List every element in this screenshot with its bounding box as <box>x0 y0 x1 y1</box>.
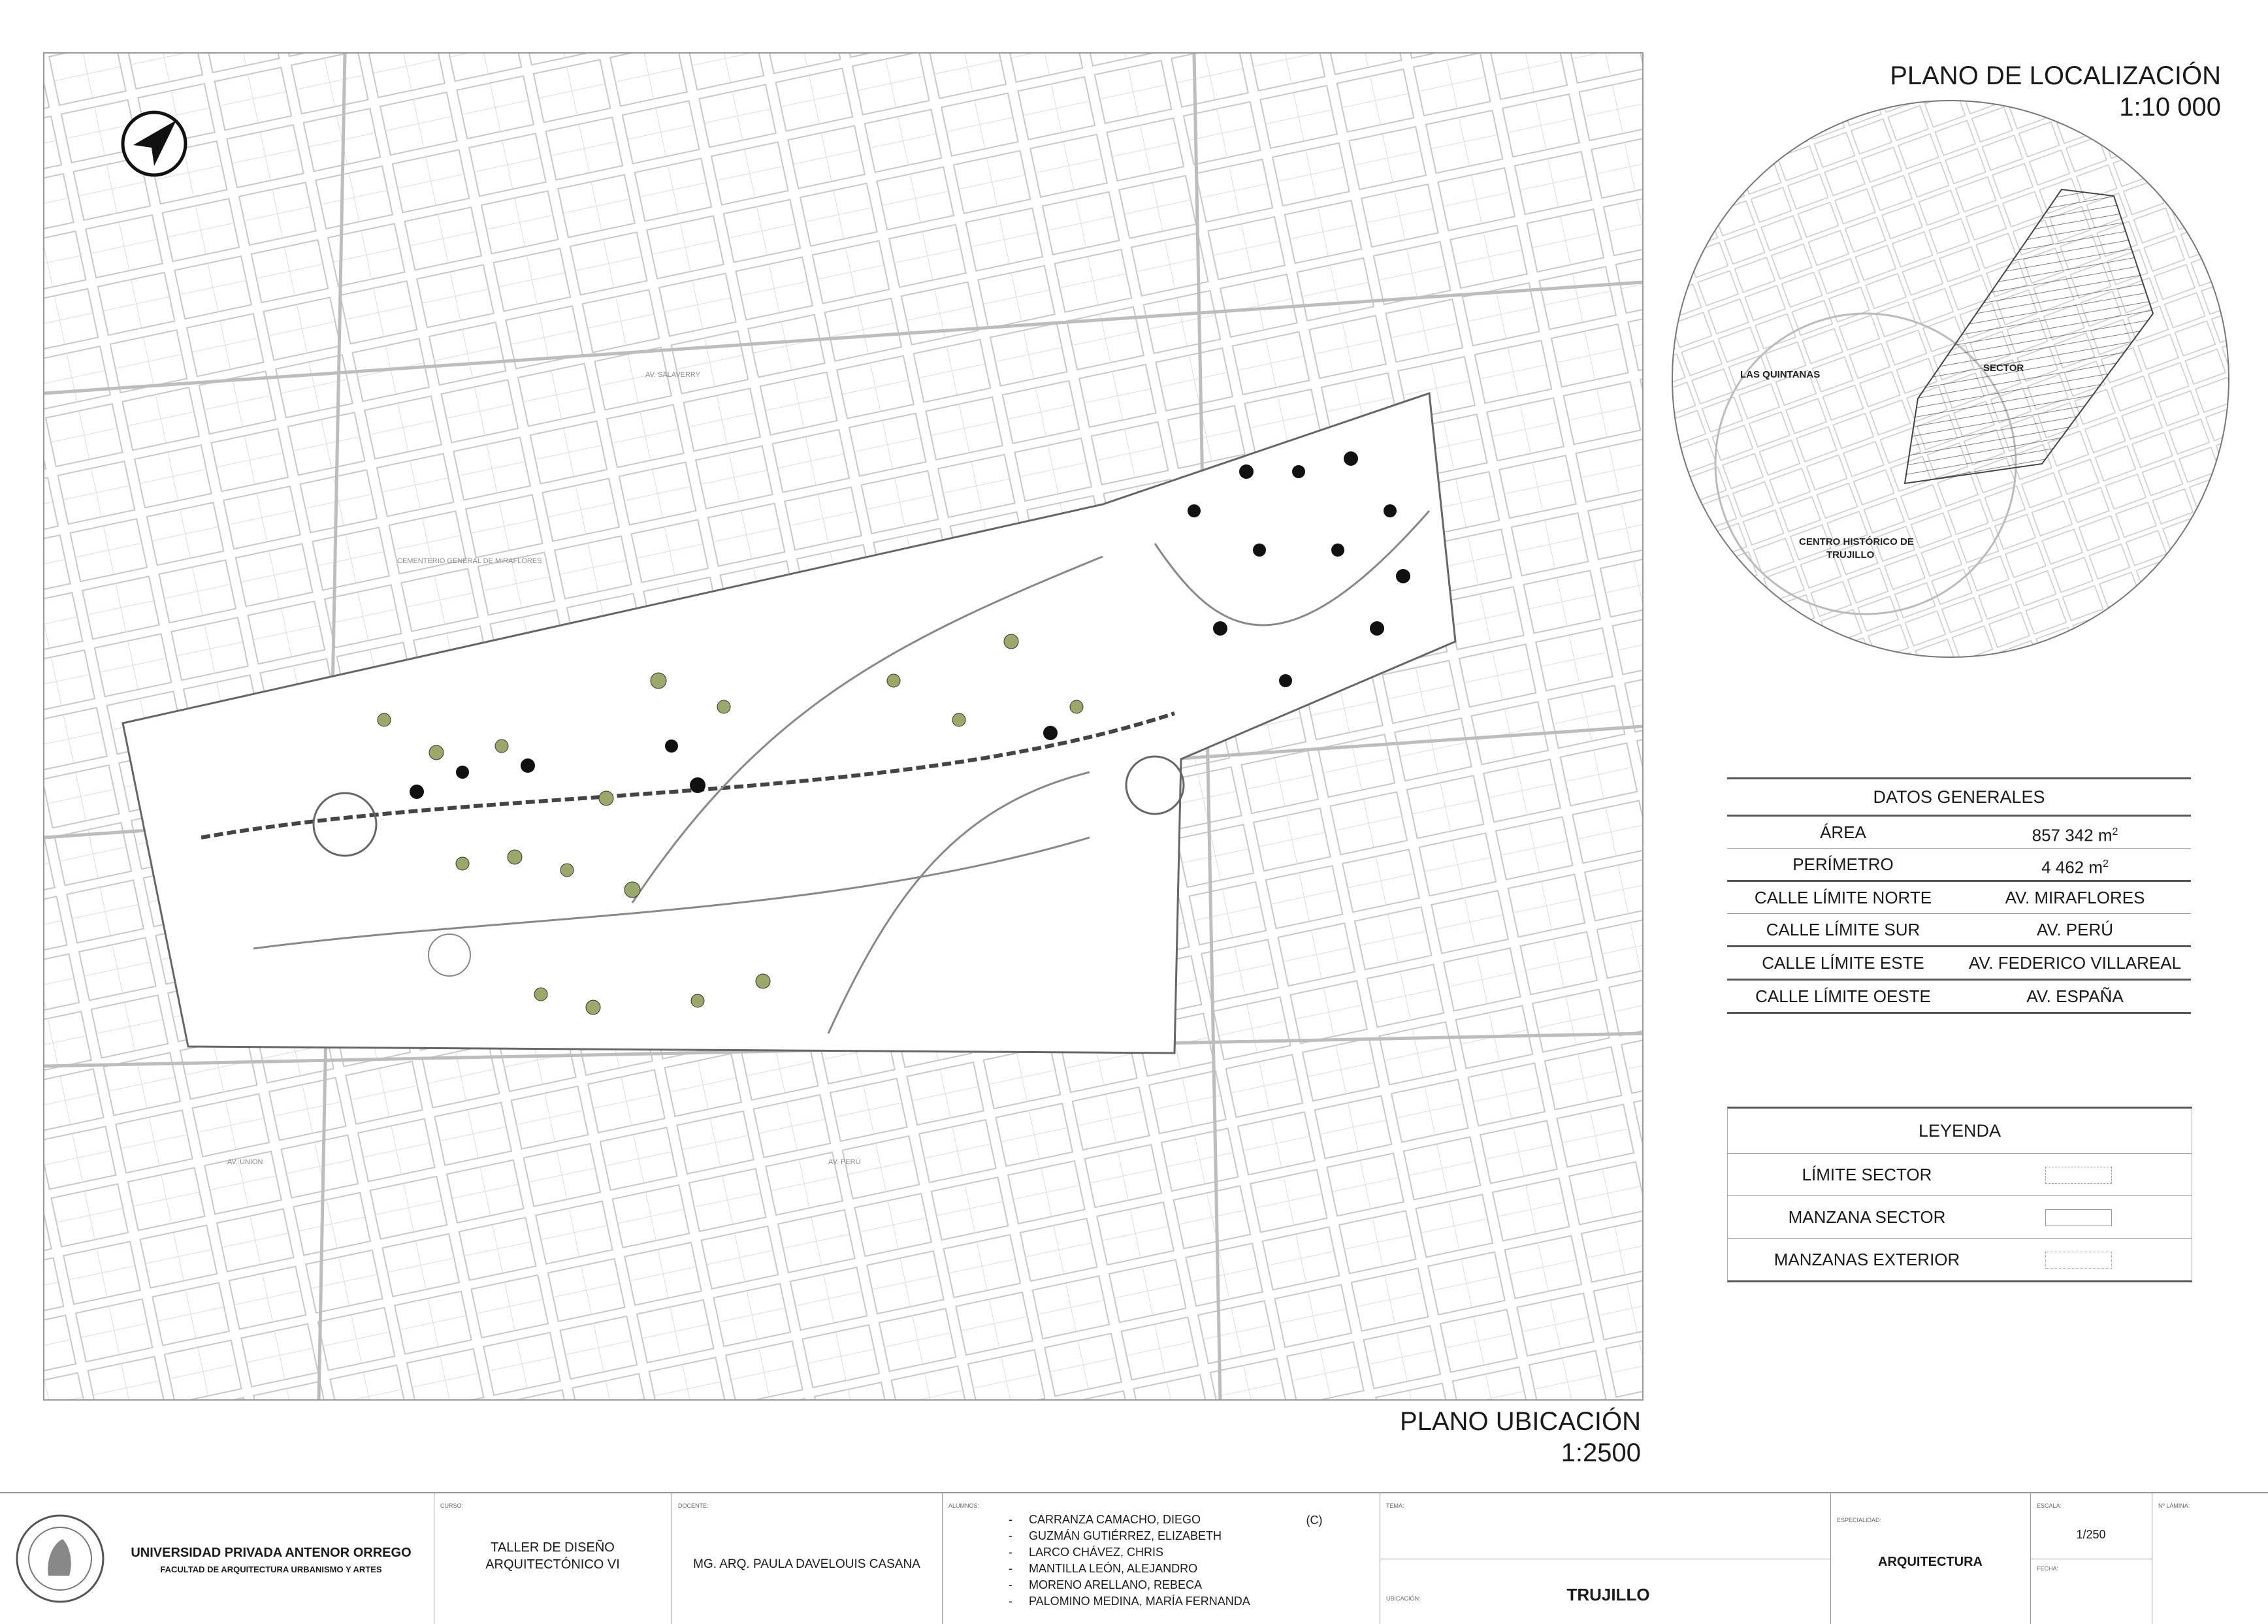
curso-cell <box>434 1493 672 1624</box>
ubicacion-value: TRUJILLO <box>1566 1585 1650 1604</box>
alumnos-mark: (C) <box>1306 1514 1323 1527</box>
legend-label: MANZANA SECTOR <box>1788 1207 1946 1227</box>
row-value: AV. PERÚ <box>2036 920 2114 939</box>
docente-cell <box>672 1493 943 1624</box>
row-label: CALLE LÍMITE SUR <box>1766 920 1920 939</box>
legend-row <box>1728 1153 2192 1195</box>
table-row <box>1727 817 2191 849</box>
curso-line1: TALLER DE DISEÑO <box>491 1540 615 1555</box>
main-plan-title-text: PLANO UBICACIÓN <box>1400 1407 1641 1436</box>
location-plan-title-text: PLANO DE LOCALIZACIÓN <box>1890 61 2221 90</box>
table-row <box>1727 849 2191 882</box>
site-plan-map <box>43 52 1644 1401</box>
street-label: AV. UNION <box>227 1158 263 1166</box>
escala-tag: ESCALA: <box>2037 1502 2062 1509</box>
university-seal-icon <box>14 1513 106 1604</box>
row-label: PERÍMETRO <box>1792 854 1894 874</box>
university-cell <box>0 1493 434 1624</box>
list-item: - LARCO CHÁVEZ, CHRIS <box>1009 1546 1164 1559</box>
especialidad-value: ARQUITECTURA <box>1878 1555 1983 1569</box>
row-label: CALLE LÍMITE ESTE <box>1762 953 1924 973</box>
location-plan-map <box>1670 98 2231 660</box>
main-plan-title <box>1241 1406 1641 1469</box>
leyenda-heading: LEYENDA <box>1918 1121 2001 1141</box>
especialidad-tag: ESPECIALIDAD: <box>1837 1517 1882 1523</box>
university-name: UNIVERSIDAD PRIVADA ANTENOR ORREGO <box>131 1546 412 1560</box>
curso-line2: ARQUITECTÓNICO VI <box>485 1557 620 1572</box>
tema-ubicacion-cell <box>1380 1493 1831 1624</box>
list-item: - PALOMINO MEDINA, MARÍA FERNANDA <box>1009 1595 1250 1608</box>
table-row <box>1727 947 2191 981</box>
row-label: CALLE LÍMITE OESTE <box>1755 986 1931 1006</box>
especialidad-cell <box>1830 1493 2031 1624</box>
list-item: - MANTILLA LEÓN, ALEJANDRO <box>1009 1562 1198 1575</box>
list-item: - MORENO ARELLANO, REBECA <box>1009 1578 1203 1591</box>
alumnos-cell <box>942 1493 1380 1624</box>
leyenda-table <box>1727 1107 2192 1282</box>
docente-name: MG. ARQ. PAULA DAVELOUIS CASANA <box>693 1557 920 1571</box>
faculty-name: FACULTAD DE ARQUITECTURA URBANISMO Y ARTES <box>160 1565 382 1574</box>
lamina-tag: Nº LÁMINA: <box>2158 1502 2190 1509</box>
list-item: - GUZMÁN GUTIÉRREZ, ELIZABETH <box>1009 1529 1222 1542</box>
row-value: AV. ESPAÑA <box>2026 986 2124 1006</box>
legend-label: MANZANAS EXTERIOR <box>1774 1250 1960 1269</box>
row-label: ÁREA <box>1820 822 1866 842</box>
curso-tag: CURSO: <box>440 1502 464 1509</box>
location-label: CENTRO HISTÓRICO DE <box>1799 536 1914 547</box>
lamina-cell <box>2152 1493 2268 1624</box>
docente-tag: DOCENTE: <box>678 1502 709 1509</box>
legend-label: LÍMITE SECTOR <box>1802 1165 1932 1184</box>
ubicacion-tag: UBICACIÓN: <box>1386 1595 1421 1602</box>
row-label: CALLE LÍMITE NORTE <box>1754 888 1932 907</box>
legend-row <box>1728 1238 2192 1280</box>
title-block <box>0 1492 2268 1624</box>
location-label: LAS QUINTANAS <box>1740 369 1821 380</box>
table-row <box>1727 981 2191 1014</box>
list-item: - CARRANZA CAMACHO, DIEGO <box>1009 1513 1201 1526</box>
alumnos-list <box>1009 1512 1250 1610</box>
row-value: 4 462 $m^2$ <box>2041 857 2109 877</box>
table-row <box>1727 914 2191 947</box>
datos-generales-heading: DATOS GENERALES <box>1727 777 2191 817</box>
row-value: AV. FEDERICO VILLAREAL <box>1968 953 2182 973</box>
location-plan-scale: 1:10 000 <box>2119 93 2221 122</box>
location-label: SECTOR <box>1983 363 2024 374</box>
location-plan-drawing <box>1670 98 2231 660</box>
location-label: TRUJILLO <box>1826 549 1875 560</box>
legend-row <box>1728 1195 2192 1238</box>
fecha-tag: FECHA: <box>2037 1565 2059 1572</box>
street-label: CEMENTERIO GENERAL DE MIRAFLORES <box>397 557 542 565</box>
north-arrow-icon <box>123 112 186 175</box>
street-label: AV. PERÚ <box>828 1158 861 1166</box>
datos-generales-table <box>1727 777 2191 1014</box>
legend-swatch <box>2006 1154 2192 1195</box>
row-value: 857 342 $m^2$ <box>2032 825 2118 845</box>
site-plan-drawing <box>44 54 1642 1399</box>
main-plan-scale: 1:2500 <box>1561 1438 1641 1467</box>
table-row <box>1727 882 2191 914</box>
legend-swatch <box>2006 1196 2192 1238</box>
escala-cell <box>2030 1493 2152 1624</box>
alumnos-tag: ALUMNOS: <box>948 1502 980 1509</box>
escala-value: 1/250 <box>2076 1528 2106 1541</box>
tema-tag: TEMA: <box>1386 1502 1404 1509</box>
street-label: AV. SALAVERRY <box>645 371 700 379</box>
legend-swatch <box>2006 1239 2192 1280</box>
row-value: AV. MIRAFLORES <box>2005 888 2145 907</box>
